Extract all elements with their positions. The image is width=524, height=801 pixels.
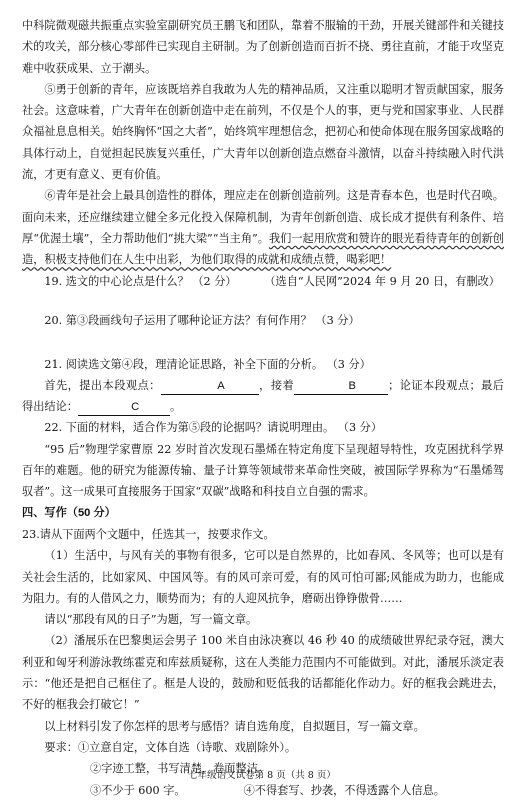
question-list	[22, 271, 504, 801]
prompt-1: （1）生活中，与风有关的事物有很多，它可以是自然界的，比如春风、冬风等；也可以是有关社会生活的，比如家风、中国风等。有的风可亲可爱，有的风可怕可鄙;风能成为助力，也能成为阻力。有的人借风之力，顺势而为；有的人迎风抗争，磨砺出铮铮傲骨……	[22, 549, 504, 605]
blank-b[interactable]: B	[294, 379, 388, 395]
q21-mid: ，接着	[258, 378, 295, 392]
page-footer: 七年级语文试卷第 8 页（共 8 页）	[188, 770, 336, 781]
q21-after-b: ；论证本段观点；最后得出结论：	[22, 378, 504, 414]
prompt-2: （2）潘展乐在巴黎奥运会男子 100 米自由泳决赛以 46 秒 40 的成绩破世界纪录夺冠，澳大利亚和匈牙利游泳教练霍克和库兹质疑称，这在人类能力范围内不可能做到。对此，潘展乐淡定表示：“他还是把自己框住了。框是人设的，鼓励和贬低我的话都能化作动力。好的框我会跳进去，不好的框我会打破它！”	[22, 634, 504, 712]
question-21-fill-in	[22, 375, 504, 418]
requirement-3: ③不少于 600 字。	[90, 783, 186, 797]
question-21: 21. 阅读选文第④段，理清论证思路，补全下面的分析。 （3 分）	[44, 357, 371, 371]
paragraph-6-wavy-underlined-sentence: 我们一起用欣赏和赞许的眼光看待青年的创新创造，积极支持他们在人生中出彩，为他们取得的成就和成绩点赞，喝彩吧！	[22, 231, 504, 267]
question-20: 20. 第③段画线句子运用了哪种论证方法？有何作用？ （3 分）	[44, 314, 360, 328]
blank-a[interactable]: A	[161, 379, 259, 395]
prompt-2-task: 以上材料引发了你怎样的思考与感悟？请自选角度，自拟题目，写一篇文章。	[44, 719, 425, 733]
requirement-2: ②字迹工整，书写清楚，卷面整洁。	[90, 762, 270, 776]
question-22-material: “95 后”物理学家曹原 22 岁时首次发现石墨烯在特定角度下呈现超导特性，攻克困扰科学界百年的难题。他的研究为能源传输、量子计算等领域带来革命性突破，被国际学界称为“石墨烯驾驭者”。这一成果可直接服务于国家“双碳”战略和科技自立自强的需求。	[22, 442, 504, 499]
blank-c[interactable]: C	[78, 400, 170, 416]
question-19: 19. 选文的中心论点是什么？ （2 分）	[44, 275, 237, 288]
passage-source: （选自“人民网”2024 年 9 月 20 日，有删改）	[264, 274, 500, 288]
question-23: 23.请从下面两个文题中，任选其一，按要求作文。	[22, 527, 275, 541]
prompt-1-task: 请以“那段有风的日子”为题，写一篇文章。	[44, 613, 258, 627]
reading-passage	[22, 15, 504, 292]
q21-end: 。	[169, 400, 182, 414]
requirements-label: 要求：	[44, 740, 78, 754]
section-4-heading: 四、写作（50 分）	[22, 506, 116, 519]
requirements	[22, 737, 504, 758]
passage-paragraph-4-continued: 中科院微观磁共振重点实验室副研究员王鹏飞和团队，靠着不服输的干劲，开展关键部件和关键技术的攻关，部分核心零部件已实现自主研制。为了创新创造而百折不挠、勇往直前，才能于攻坚克难中收获成果、立于潮头。	[22, 19, 504, 75]
q21-prefix: 首先，提出本段观点：	[44, 378, 161, 392]
passage-paragraph-6	[22, 185, 504, 270]
question-22: 22. 下面的材料，适合作为第⑤段的论据吗？请说明理由。 （3 分）	[44, 421, 383, 435]
passage-paragraph-5: ⑤勇于创新的青年，应该既培养自我敢为人先的精神品质，又注重以聪明才智贡献国家，服务社会。这意味着，广大青年在创新创造中走在前列，不仅是个人的事，更与党和国家事业、人民群众福祉息息相关。始终胸怀“国之大者”，始终筑牢理想信念，把初心和使命体现在服务国家战略的具体行动上，自觉担起民族复兴重任，广大青年以创新创造点燃奋斗激情，以奋斗持续融入时代洪流，才更有意义、更有价值。	[22, 82, 504, 182]
requirement-1: ①立意自定，文体自选（诗歌、戏剧除外）。	[77, 740, 297, 754]
paragraph-6-text: ⑥青年是社会上最具创造性的群体，理应走在创新创造前列。这是青春本色，也是时代召唤。面向未来，还应继续建立健全多元化投入保障机制，为青年创新创造、成长成才提供有利条件、培厚“优渥土壤”，全力帮助他们“挑大梁”“当主角”。	[22, 189, 504, 245]
requirement-4: ④不得套写、抄袭，不得透露个人信息。	[243, 783, 445, 797]
